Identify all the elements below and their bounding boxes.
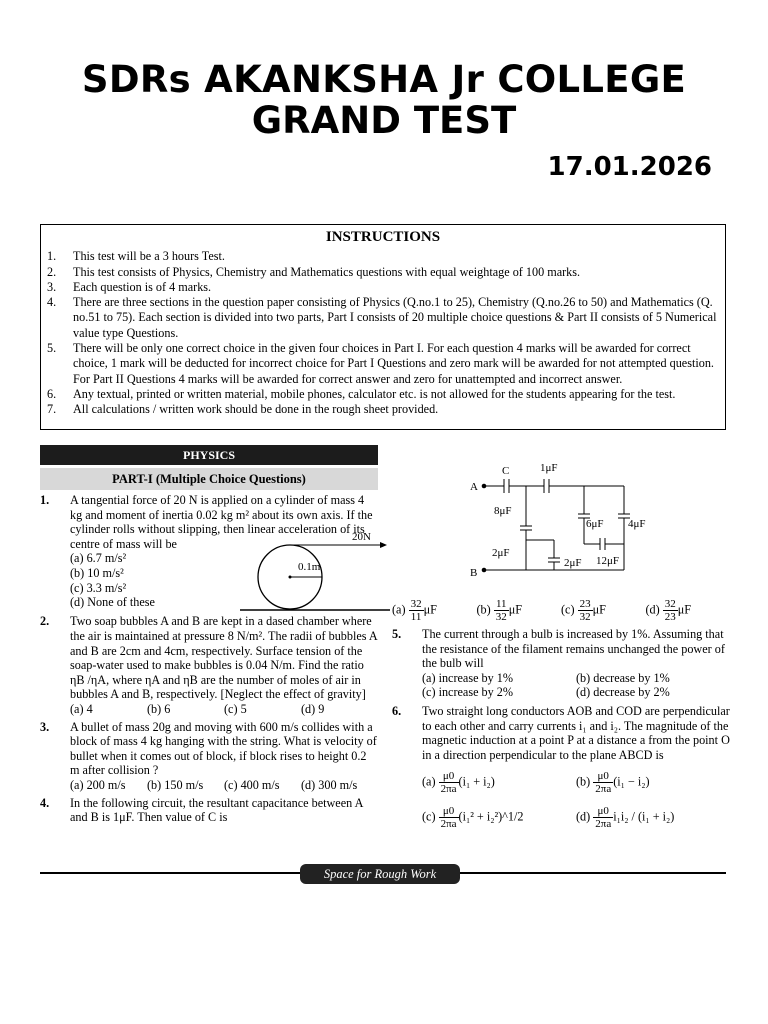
terminal-b bbox=[482, 568, 487, 573]
terminal-a bbox=[482, 484, 487, 489]
test-title: GRAND TEST bbox=[251, 99, 517, 142]
option-d: (d) 9 bbox=[301, 701, 325, 716]
part-bar: PART-I (Multiple Choice Questions) bbox=[40, 468, 378, 490]
instruction-item: 2. This test consists of Physics, Chemistry and Mathematics questions with equal weightage of 100 marks. bbox=[47, 264, 581, 279]
option-a: (a) 6.7 m/s² bbox=[70, 551, 127, 566]
left-column bbox=[40, 445, 378, 825]
option-b: (b) decrease by 1% bbox=[576, 670, 670, 685]
option-a: (a) 200 m/s bbox=[70, 777, 126, 792]
label-4uf: 4μF bbox=[628, 518, 646, 530]
right-column bbox=[392, 598, 730, 830]
instruction-item: 6. Any textual, printed or written material, mobile phones, calculator etc. is not allowed for the students appearing for the test. bbox=[47, 386, 676, 401]
capacitor-circuit bbox=[466, 458, 666, 586]
label-1uf: 1μF bbox=[540, 462, 558, 474]
center-dot bbox=[289, 576, 292, 579]
question-text: A tangential force of 20 N is applied on a cylinder of mass 4 kg and moment of inertia 0.02 kg m² about its own axis. If the cylinder rolls without slipping, then linear acceleration of its centre of mass will be bbox=[70, 493, 373, 551]
instruction-item: 3. Each question is of 4 marks. bbox=[47, 279, 212, 294]
instruction-item: 4. There are three sections in the question paper consisting of Physics (Q.no.1 to 25), Chemistry (Q.no.26 to 50) and Mathematics (Q. no.51 to 75). Each section is divided into two parts, Part I consists of 20 multiple choice questions & Part II consists of 5 Numerical value type Questions. bbox=[47, 295, 717, 340]
college-title: SDRs AKANKSHA Jr COLLEGE bbox=[81, 58, 687, 101]
option-c: (c) $\frac{23}{32}$ μF bbox=[561, 598, 606, 623]
option-a: (a) $\frac{32}{11}$ μF bbox=[392, 598, 437, 623]
option-c: (c) 3.3 m/s² bbox=[70, 580, 127, 595]
option-b: (b) 10 m/s² bbox=[70, 565, 124, 580]
instructions-title: INSTRUCTIONS bbox=[325, 229, 441, 245]
label-c: C bbox=[502, 465, 510, 477]
option-b: (b) 6 bbox=[147, 701, 171, 716]
question-text: The current through a bulb is increased by 1%. Assuming that the resistance of the filament remains unchanged the power of the bulb will bbox=[422, 627, 725, 671]
question-text: A bullet of mass 20g and moving with 600 m/s collides with a block of mass 4 kg hanging with the string. What is velocity of bullet when it comes out of block, if block rises to height 0.2 m after collision ? bbox=[70, 719, 377, 778]
subject-bar: PHYSICS bbox=[40, 445, 378, 465]
label-2uf-left: 2μF bbox=[492, 547, 510, 559]
question-1: 1. A tangential force of 20 N is applied on a cylinder of mass 4 kg and moment of inertia 0.02 kg m² about its own axis. If the cylinder rolls without slipping, then linear acceleration of its centre of mass will be (a) 6.7 m/s² (b) 10 m/s² (c) 3.3 m/s² (d) None of these 20N 0.1m bbox=[40, 493, 378, 611]
force-label: 20N bbox=[352, 531, 371, 544]
question-6: 6. Two straight long conductors AOB and COD are perpendicular to each other and carry currents i₁ and i₂. The magnitude of the magnetic induction at a point P at a distance a from the point O in a direction perpendicular to the plane ABCD is (a) $\frac{\mu 0}{2\pi a}$ (i₁ + i₂) (b) $\frac{\mu 0}{2\pi a}$ (i₁ − i₂) (c) $\frac{\mu 0}{2\pi a}$ (i₁² + i₂²)^1/2 (d) $\frac{\mu 0}{2\pi a}$ i₁i₂ / (i₁ + i₂) bbox=[392, 703, 730, 831]
option-d: (d) $\frac{\mu 0}{2\pi a}$ i₁i₂ / (i₁ + i₂) bbox=[576, 805, 675, 831]
label-2uf-mid: 2μF bbox=[564, 557, 582, 569]
instruction-item: 5. There will be only one correct choice in the given four choices in Part I. For each question 4 marks will be awarded for correct choice, 1 mark will be deducted for incorrect choice for Part I Questions and zero mark will be awarded for not attempted question. For Part II Questions 4 marks will be awarded for correct answer and zero for unattempted and incorrect answer. bbox=[47, 341, 714, 386]
label-6uf: 6μF bbox=[586, 518, 604, 530]
option-a: (a) 4 bbox=[70, 701, 93, 716]
test-date: 17.01.2026 bbox=[547, 152, 712, 182]
label-b: B bbox=[470, 567, 478, 579]
question-text: Two soap bubbles A and B are kept in a dased chamber where the air is maintained at pressure 8 N/m². The radii of bubbles A and B are 2cm and 4cm, respectively. Surface tension of the soap-water used to make bubbles is 0.04 N/m. Find the ratio ηB /ηA, where ηA and ηB are the number of moles of air in bubbles A and B, respectively. [Neglect the effect of gravity] bbox=[70, 614, 378, 702]
label-12uf: 12μF bbox=[596, 555, 620, 567]
option-c: (c) 5 bbox=[224, 701, 247, 716]
option-c: (c) 400 m/s bbox=[224, 777, 280, 792]
option-b: (b) $\frac{\mu 0}{2\pi a}$ (i₁ − i₂) bbox=[576, 770, 650, 796]
question-5: 5. The current through a bulb is increased by 1%. Assuming that the resistance of the filament remains unchanged the power of the bulb will (a) increase by 1% (b) decrease by 1% (c) increase by 2% (d) decrease by 2% bbox=[392, 627, 730, 700]
question-2: 2. Two soap bubbles A and B are kept in a dased chamber where the air is maintained at pressure 8 N/m². The radii of bubbles A and B are 2cm and 4cm, respectively. Surface tension of the soap-water used to make bubbles is 0.04 N/m. Find the ratio ηB /ηA, where ηA and ηB are the number of moles of air in bubbles A and B, respectively. [Neglect the effect of gravity] (a) 4 (b) 6 (c) 5 (d) 9 bbox=[40, 614, 378, 716]
question-4: 4. In the following circuit, the resultant capacitance between A and B is 1μF. Then value of C is bbox=[40, 796, 378, 825]
option-d: (d) decrease by 2% bbox=[576, 685, 670, 700]
option-c: (c) increase by 2% bbox=[422, 685, 514, 700]
option-b: (b) $\frac{11}{32}$ μF bbox=[476, 598, 523, 623]
option-a: (a) $\frac{\mu 0}{2\pi a}$ (i₁ + i₂) bbox=[422, 770, 495, 796]
force-arrow bbox=[380, 542, 387, 548]
option-a: (a) increase by 1% bbox=[422, 670, 514, 685]
question-text: In the following circuit, the resultant capacitance between A and B is 1μF. Then value of C is bbox=[70, 795, 363, 825]
label-8uf: 8μF bbox=[494, 505, 512, 517]
radius-label: 0.1m bbox=[298, 561, 321, 574]
option-d: (d) None of these bbox=[70, 595, 155, 610]
question-text: Two straight long conductors AOB and COD are perpendicular to each other and carry currents i₁ and i₂. The magnitude of the magnetic induction at a point P at a distance a from the point O in a direction perpendicular to the plane ABCD is bbox=[422, 703, 730, 762]
label-a: A bbox=[470, 481, 478, 493]
instructions-box bbox=[40, 224, 726, 430]
q4-options bbox=[362, 598, 730, 623]
option-c: (c) $\frac{\mu 0}{2\pi a}$ (i₁² + i₂²)^1/2 bbox=[422, 805, 524, 831]
option-d: (d) $\frac{32}{23}$ μF bbox=[645, 598, 692, 623]
rough-work-banner: Space for Rough Work bbox=[300, 864, 460, 884]
option-d: (d) 300 m/s bbox=[301, 777, 358, 792]
option-b: (b) 150 m/s bbox=[147, 777, 204, 792]
question-3: 3. A bullet of mass 20g and moving with 600 m/s collides with a block of mass 4 kg hanging with the string. What is velocity of bullet when it comes out of block, if block rises to height 0.2 m after collision ? (a) 200 m/s (b) 150 m/s (c) 400 m/s (d) 300 m/s bbox=[40, 719, 377, 792]
instruction-item: 7. All calculations / written work should be done in the rough sheet provided. bbox=[47, 402, 439, 417]
instruction-item: 1. This test will be a 3 hours Test. bbox=[47, 249, 225, 264]
